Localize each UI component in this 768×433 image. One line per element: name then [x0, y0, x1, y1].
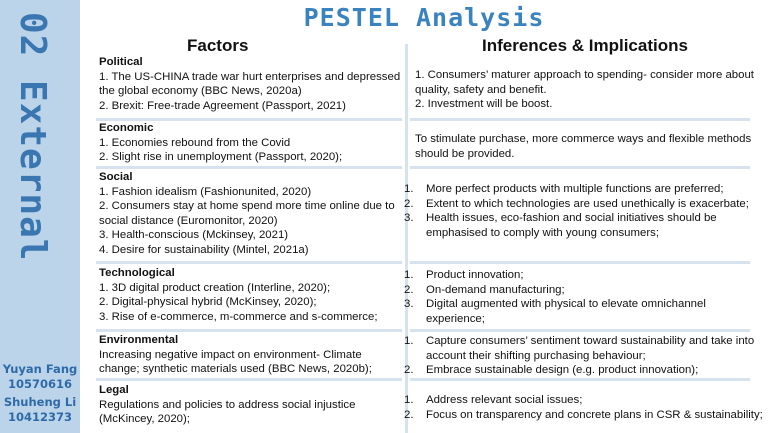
- inference-item: 2. Embrace sustainable design (e.g. product innovation);: [404, 364, 699, 377]
- author-name-1: Yuyan Fang: [2, 362, 78, 376]
- factor-item: 2. Brexit: Free-trade Agreement (Passport, 2021): [99, 99, 346, 112]
- row-divider-left: [96, 378, 402, 381]
- inference-number: 2.: [404, 364, 414, 377]
- inferences-cell-legal: [404, 393, 765, 422]
- row-divider-left: [96, 329, 402, 332]
- row-divider-right: [410, 378, 750, 381]
- row-divider-left: [96, 261, 402, 264]
- factors-cell-economic: [99, 121, 403, 165]
- inference-item: 2. On-demand manufacturing;: [404, 283, 565, 296]
- inference-number: 2.: [404, 197, 414, 210]
- inference-item: 1. More perfect products with multiple functions are preferred;: [404, 183, 724, 195]
- factor-item: 1. Fashion idealism (Fashionunited, 2020): [99, 185, 312, 198]
- factor-label-economic: Economic: [99, 122, 154, 134]
- factor-item: 2. Consumers stay at home spend more time online due to social distance (Euromonitor, 2020): [99, 200, 395, 227]
- factor-label-social: Social: [99, 171, 133, 183]
- row-divider-left: [96, 166, 402, 169]
- factor-label-legal: Legal: [99, 384, 129, 396]
- inferences-header: Inferences & Implications: [482, 36, 688, 55]
- inference-number: 1.: [404, 394, 414, 406]
- inference-item: 3. Digital augmented with physical to elevate omnichannel experience;: [404, 298, 706, 325]
- factor-item: 3. Health-conscious (Mckinsey, 2021): [99, 229, 289, 242]
- inferences-cell-technological: [404, 268, 765, 326]
- inferences-cell-environmental: [404, 334, 765, 378]
- author-id-2: 10412373: [7, 410, 72, 424]
- factor-label-political: Political: [99, 56, 143, 68]
- inference-number: 2.: [404, 283, 414, 296]
- row-divider-right: [410, 166, 750, 169]
- factor-item: 2. Slight rise in unemployment (Passport, 2020);: [99, 151, 343, 164]
- inference-number: 1.: [404, 269, 414, 281]
- inference-number: 2.: [404, 408, 414, 421]
- factor-item: Increasing negative impact on environment- Climate change; synthetic materials used (BBC News, 2020b);: [99, 348, 372, 376]
- inference-item: 2. Extent to which technologies are used unethically is exacerbate;: [404, 197, 749, 210]
- factor-item: 4. Desire for sustainability (Mintel, 2021a): [99, 243, 309, 256]
- factor-item: 2. Digital-physical hybrid (McKinsey, 2020);: [99, 296, 317, 309]
- factor-item: 1. Economies rebound from the Covid: [99, 136, 291, 149]
- inference-item: 2. Focus on transparency and concrete plans in CSR & sustainability;: [404, 408, 763, 421]
- row-divider-right: [410, 329, 750, 332]
- row-divider-right: [410, 118, 750, 121]
- inference-item: 1. Address relevant social issues;: [404, 394, 583, 406]
- factors-cell-social: [99, 170, 403, 258]
- inference-item: To stimulate purchase, more commerce ways and flexible methods should be provided.: [415, 133, 752, 160]
- inference-number: 1.: [404, 183, 414, 195]
- factors-cell-environmental: [99, 333, 403, 377]
- inference-item: 1. Consumers’ maturer approach to spending- consider more about quality, safety and benefit.: [415, 69, 754, 96]
- row-divider-right: [410, 261, 750, 264]
- inference-number: 3.: [404, 212, 414, 225]
- section-title-vertical: 02 External: [12, 12, 53, 262]
- sidebar: [0, 0, 80, 433]
- inferences-cell-social: [404, 182, 765, 240]
- factors-cell-political: [99, 55, 403, 113]
- factor-item: 1. The US-CHINA trade war hurt enterprises and depressed the global economy (BBC News, 2020a): [99, 70, 401, 98]
- factor-item: 1. 3D digital product creation (Interline, 2020);: [99, 281, 331, 294]
- author-id-1: 10570616: [7, 377, 72, 391]
- inference-item: 1. Capture consumers’ sentiment toward sustainability and take into account their shifting purchasing behaviour;: [404, 335, 755, 362]
- factor-item: Regulations and policies to address social injustice (McKincey, 2020);: [99, 398, 356, 426]
- inference-item: 1. Product innovation;: [404, 269, 524, 281]
- factors-header: Factors: [187, 36, 249, 55]
- factor-label-technological: Technological: [99, 267, 175, 279]
- inference-item: 3. Health issues, eco-fashion and social initiatives should be emphasised to comply with young consumers;: [404, 212, 717, 239]
- inference-item: 2. Investment will be boost.: [415, 98, 553, 111]
- inference-number: 3.: [404, 298, 414, 311]
- factors-cell-technological: [99, 266, 403, 324]
- factor-item: 3. Rise of e-commerce, m-commerce and s-commerce;: [99, 310, 378, 323]
- inferences-cell-economic: [415, 132, 765, 161]
- factors-cell-legal: [99, 383, 403, 427]
- author-name-2: Shuheng Li: [3, 395, 77, 409]
- inference-number: 1.: [404, 335, 414, 347]
- inferences-cell-political: [415, 68, 765, 112]
- authors: [0, 362, 80, 425]
- factor-label-environmental: Environmental: [99, 334, 179, 346]
- page-title: PESTEL Analysis: [303, 3, 545, 32]
